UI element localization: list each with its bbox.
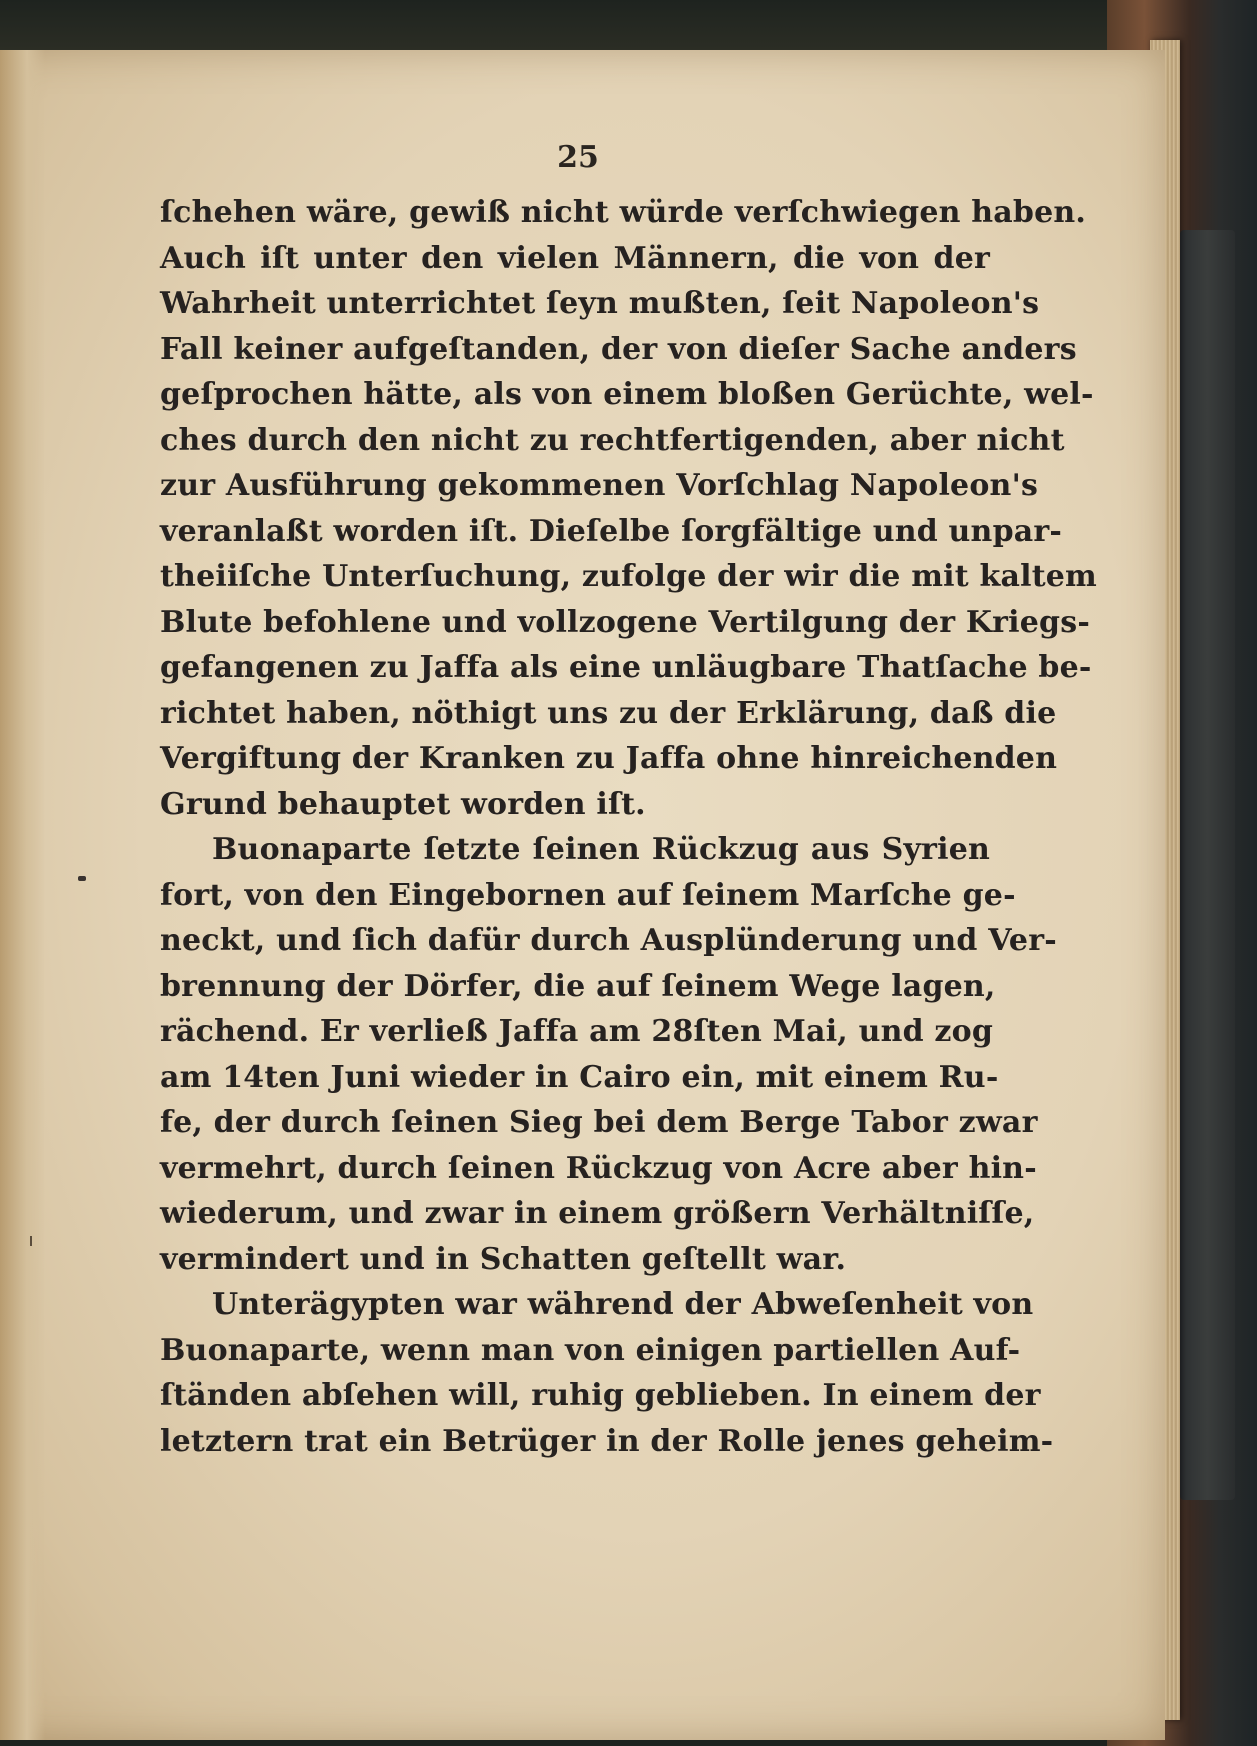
text-line: Unterägypten war während der Abweſenheit von	[212, 1287, 1034, 1322]
page-gutter	[0, 50, 45, 1740]
text-line: rächend. Er verließ Jaffa am 28ſten Mai, und zog	[160, 1014, 994, 1049]
text-line: fort, von den Eingebornen auf ſeinem Marſche ge-	[160, 877, 1016, 913]
text-line: veranlaßt worden iſt. Dieſelbe ſorgfältige und unpar-	[160, 513, 1063, 549]
text-line: vermehrt, durch ſeinen Rückzug von Acre aber hin-	[160, 1150, 1037, 1186]
text-line: Fall keiner aufgeſtanden, der von dieſer Sache anders	[160, 331, 1077, 367]
text-line: geſprochen hätte, als von einem bloßen Gerüchte, wel-	[160, 377, 1094, 412]
text-line: zur Ausführung gekommenen Vorſchlag Napoleon's	[160, 468, 1039, 503]
text-line: ſtänden abſehen will, ruhig geblieben. In einem der	[160, 1378, 1041, 1413]
text-line: Vergiftung der Kranken zu Jaffa ohne hinreichenden	[160, 741, 1058, 776]
text-line: am 14ten Juni wieder in Cairo ein, mit einem Ru-	[160, 1059, 999, 1095]
text-line: Buonaparte ſetzte ſeinen Rückzug aus Syrien	[212, 832, 990, 867]
margin-mark	[78, 876, 86, 881]
text-line: theiiſche Unterſuchung, zufolge der wir die mit kaltem	[160, 559, 1097, 594]
text-line: neckt, und ſich dafür durch Ausplünderung und Ver-	[160, 923, 1057, 958]
text-line: Blute befohlene und vollzogene Vertilgung der Kriegs-	[160, 604, 1090, 640]
cover-leather-spine	[1180, 230, 1235, 1500]
margin-tick	[30, 1236, 32, 1246]
text-line: ſchehen wäre, gewiß nicht würde verſchwiegen haben.	[160, 195, 1087, 230]
text-line: brennung der Dörfer, die auf ſeinem Wege lagen,	[160, 968, 996, 1004]
page-text	[160, 190, 1097, 1464]
text-line: fe, der durch ſeinen Sieg bei dem Berge Tabor zwar	[160, 1105, 1038, 1140]
text-line: Auch iſt unter den vielen Männern, die von der	[160, 240, 990, 276]
text-line: vermindert und in Schatten geſtellt war.	[160, 1241, 847, 1277]
text-line: letztern trat ein Betrüger in der Rolle jenes geheim-	[160, 1423, 1054, 1459]
text-line: gefangenen zu Jaffa als eine unläugbare Thatſache be-	[160, 650, 1092, 685]
text-line: Wahrheit unterrichtet ſeyn mußten, ſeit Napoleon's	[160, 286, 1040, 321]
text-line: ches durch den nicht zu rechtfertigenden, aber nicht	[160, 422, 1065, 458]
page-number: 25	[557, 140, 599, 175]
text-line: Buonaparte, wenn man von einigen partiellen Auf-	[160, 1332, 1021, 1368]
text-line: Grund behauptet worden iſt.	[160, 786, 646, 822]
text-line: richtet haben, nöthigt uns zu der Erklärung, daß die	[160, 695, 1057, 731]
text-line: wiederum, und zwar in einem größern Verhältniſſe,	[160, 1196, 1035, 1231]
